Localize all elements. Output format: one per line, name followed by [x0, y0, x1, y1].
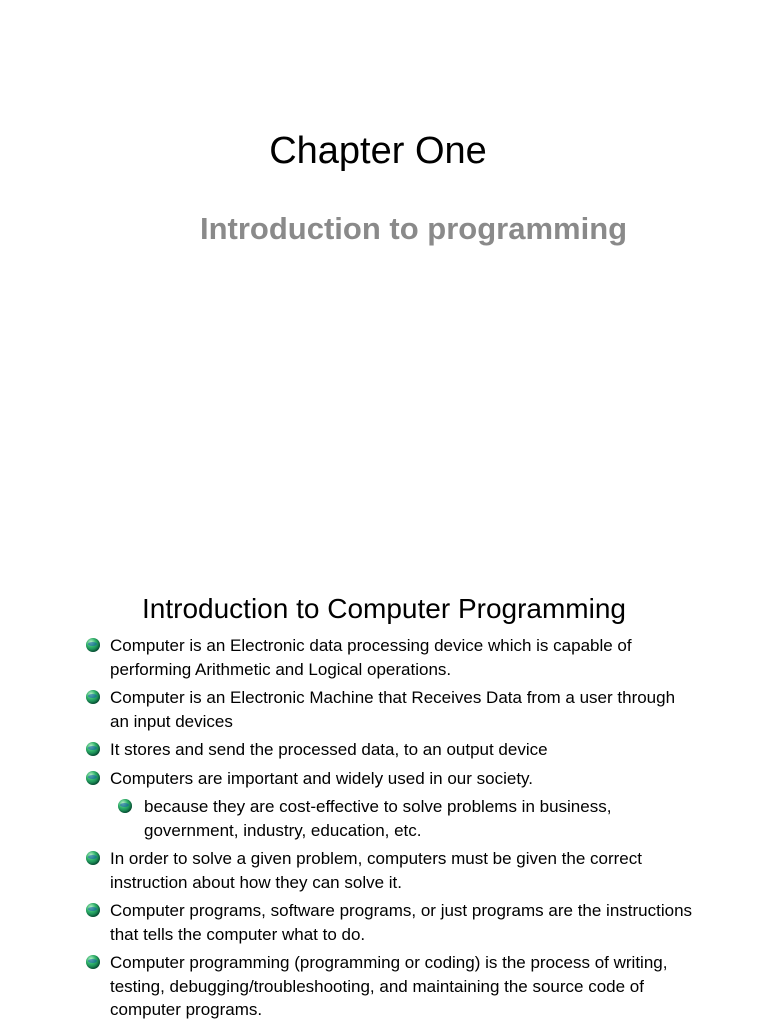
bullet-item	[86, 767, 696, 791]
bullet-text: Computer is an Electronic Machine that Receives Data from a user through an input devices	[110, 688, 676, 731]
term-computer-programs: Computer programs	[110, 901, 262, 920]
bullet-text: In order to solve a given problem, computers must be given the correct instruction about how they can solve it.	[110, 849, 642, 892]
bullet-text: (	[289, 953, 300, 972]
bullet-item	[86, 686, 696, 733]
globe-bullet-icon	[86, 742, 100, 756]
bullet-text: ) is the process of writing, testing, debugging/troubleshooting, and maintaining the source code of computer programs.	[110, 953, 668, 1019]
globe-bullet-icon	[86, 903, 100, 917]
term-coding: coding	[424, 953, 475, 972]
bullet-text: because they are cost-effective to solve problems in business, government, industry, education, etc.	[144, 797, 612, 840]
bullet-text: It stores and send the processed data, to an output device	[110, 740, 548, 759]
term-computer-programming: Computer programming	[110, 953, 290, 972]
bullet-item	[86, 847, 696, 894]
bullet-text: , or just	[411, 901, 472, 920]
term-programs: programs	[471, 901, 544, 920]
term-software-programs: software programs	[270, 901, 412, 920]
globe-bullet-icon	[86, 771, 100, 785]
globe-bullet-icon	[86, 955, 100, 969]
bullet-text: or	[400, 953, 425, 972]
slide-introduction	[0, 560, 768, 1024]
sub-bullet-item	[86, 795, 696, 842]
bullet-list	[86, 634, 696, 1027]
bullet-text: are the instructions that tells the computer what to do.	[110, 901, 693, 944]
globe-bullet-icon	[86, 851, 100, 865]
globe-bullet-icon	[86, 690, 100, 704]
bullet-item	[86, 634, 696, 681]
bullet-text: ,	[261, 901, 271, 920]
chapter-title: Chapter One	[269, 130, 487, 172]
chapter-subtitle: Introduction to programming	[200, 211, 628, 246]
bullet-item	[86, 738, 696, 762]
globe-bullet-icon	[86, 638, 100, 652]
slide-title: Introduction to Computer Programming	[142, 593, 626, 624]
term-programming: programming	[299, 953, 401, 972]
bullet-text: Computer is an Electronic data processing device which is capable of performing Arithmetic and Logical operations.	[110, 636, 632, 679]
bullet-item	[86, 951, 696, 1022]
globe-bullet-icon	[118, 799, 132, 813]
bullet-item	[86, 899, 696, 946]
bullet-text: Computers are important and widely used in our society.	[110, 768, 533, 788]
